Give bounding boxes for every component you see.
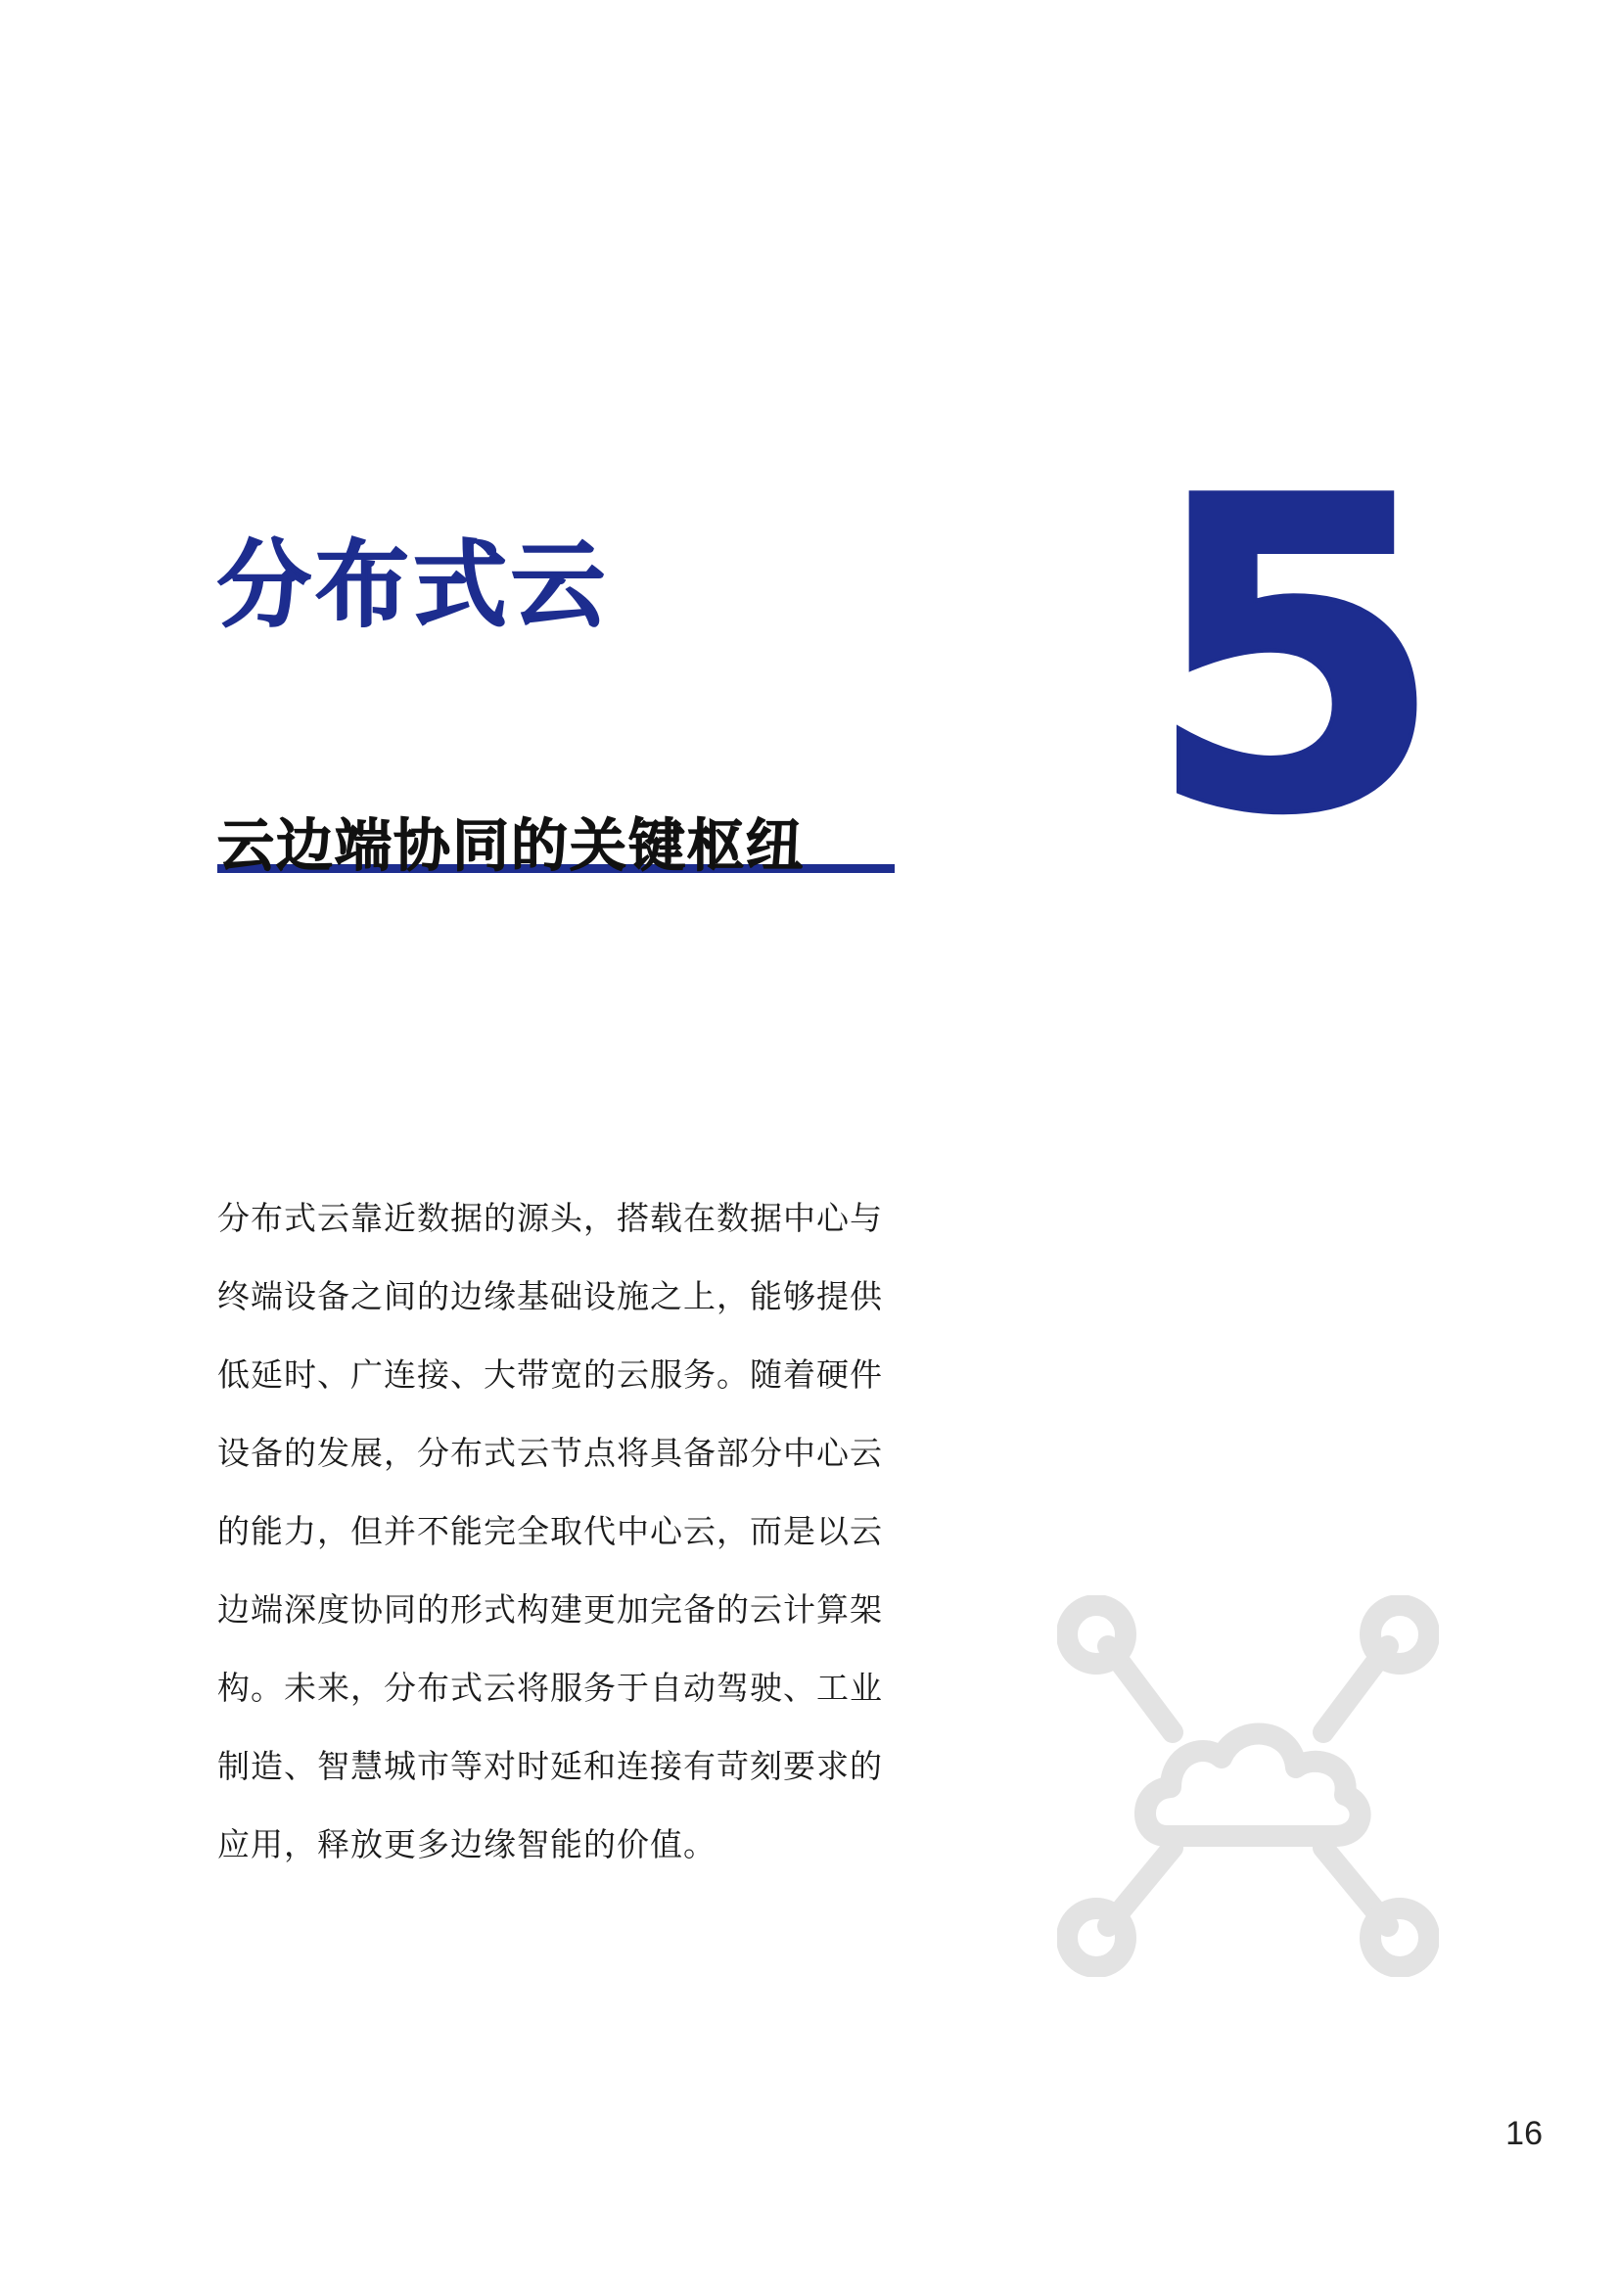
- body-line: 低延时、广连接、大带宽的云服务。随着硬件: [217, 1355, 883, 1394]
- chapter-title: 分布式云: [217, 530, 609, 640]
- body-line: 应用，释放更多边缘智能的价值。: [217, 1825, 717, 1863]
- cloud-network-icon: [1057, 1595, 1439, 1977]
- body-line: 的能力，但并不能完全取代中心云，而是以云: [217, 1512, 883, 1550]
- body-paragraph: [217, 1179, 883, 1884]
- body-line: 构。未来，分布式云将服务于自动驾驶、工业: [217, 1669, 883, 1707]
- chapter-subtitle-block: [217, 808, 902, 887]
- body-line: 边端深度协同的形式构建更加完备的云计算架: [217, 1590, 883, 1629]
- body-line: 分布式云靠近数据的源头，搭载在数据中心与: [217, 1199, 883, 1237]
- chapter-number: 5: [1145, 407, 1440, 908]
- body-line: 设备的发展，分布式云节点将具备部分中心云: [217, 1434, 883, 1472]
- body-line: 制造、智慧城市等对时延和连接有苛刻要求的: [217, 1747, 883, 1785]
- body-line: 终端设备之间的边缘基础设施之上，能够提供: [217, 1277, 883, 1315]
- page-number: 16: [1505, 2115, 1543, 2152]
- chapter-subtitle: 云边端协同的关键枢纽: [217, 812, 806, 879]
